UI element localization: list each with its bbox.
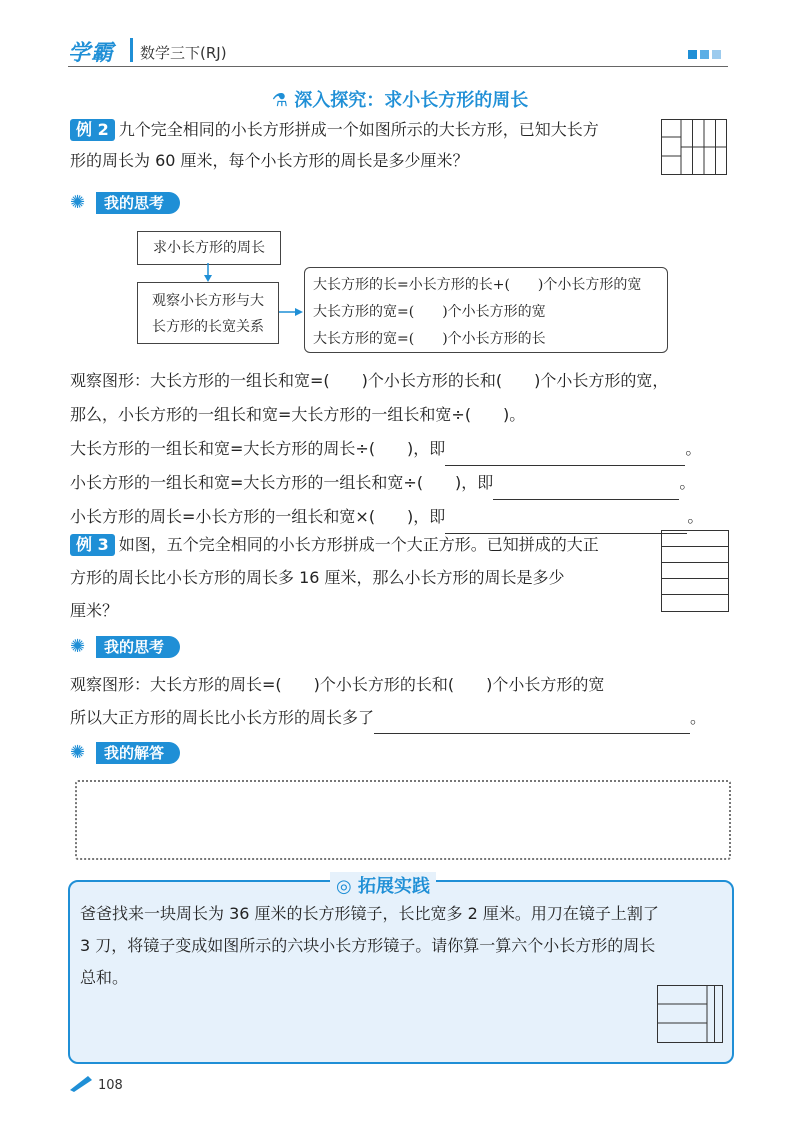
answer-blank[interactable] [445,447,685,466]
extension-title-text: 拓展实践 [358,876,430,897]
example-text: 如图，五个完全相同的小长方形拼成一个大正方形。已知拼成的大正 [118,535,599,554]
analysis-line: 小长方形的一组长和宽=大长方形的一组长和宽÷( )，即 [70,473,494,492]
lightbulb-icon: ✺ [70,636,86,657]
arrow-down-icon [200,263,216,283]
think-label: 我的思考 [96,192,180,214]
answer-blank[interactable] [374,715,690,734]
relation-line: 大长方形的长=小长方形的长+( )个小长方形的宽 [313,277,642,293]
section-title [0,86,800,112]
analysis-line: 观察图形：大长方形的一组长和宽=( )个小长方形的长和( )个小长方形的宽， [70,371,669,390]
think2-line: 所以大正方形的周长比小长方形的周长多了 [70,708,375,727]
analysis-line: 那么，小长方形的一组长和宽=大长方形的一组长和宽÷( )。 [70,405,526,424]
header-square [688,50,697,59]
period: 。 [690,708,707,727]
flow-box-text: 观察小长方形与大 [152,293,264,309]
period: 。 [685,439,702,458]
extension-title [330,872,436,898]
extension-line: 爸爸找来一块周长为 36 厘米的长方形镜子，长比宽多 2 厘米。用刀在镜子上割了 [80,904,659,923]
lightbulb-icon: ✺ [70,192,86,213]
think2-line: 观察图形：大长方形的周长=( )个小长方形的长和( )个小长方形的宽 [70,675,605,694]
analysis-line: 大长方形的一组长和宽=大长方形的周长÷( )，即 [70,439,446,458]
lightbulb-icon: ✺ [70,742,86,763]
nine-rectangles-figure [661,119,727,175]
extension-line: 3 刀，将镜子变成如图所示的六块小长方形镜子。请你算一算六个小长方形的周长 [80,936,656,955]
period: 。 [687,507,704,526]
five-rectangles-figure [661,530,729,612]
header-square [700,50,709,59]
example-2 [70,114,660,176]
example-text: 九个完全相同的小长方形拼成一个如图所示的大长方形，已知大长方 [118,120,599,139]
answer-blank[interactable] [493,481,679,500]
example-text: 方形的周长比小长方形的周长多 16 厘米，那么小长方形的周长是多少 [70,568,565,587]
logo-divider [130,38,133,62]
answer-area[interactable] [75,780,731,860]
example-text: 厘米？ [70,601,119,620]
six-rectangles-figure [657,985,723,1043]
arrow-right-icon [279,302,305,322]
relation-line: 大长方形的宽=( )个小长方形的宽 [313,304,546,320]
example-3 [70,528,660,627]
extension-line: 总和。 [80,968,129,987]
flow-box-text: 长方形的长宽关系 [152,319,264,335]
example-text: 形的周长为 60 厘米，每个小长方形的周长是多少厘米？ [70,151,469,170]
extension-text [80,898,728,994]
think-label: 我的思考 [96,636,180,658]
microscope-icon: ⚗ [271,90,288,111]
think2-block [70,668,740,734]
example-tag: 例 3 [70,534,115,556]
target-icon: ◎ [336,876,352,897]
period: 。 [679,473,696,492]
relation-line: 大长方形的宽=( )个小长方形的长 [313,331,546,347]
header-square [712,50,721,59]
section-title-text: 深入探究：求小长方形的周长 [294,90,529,111]
page-number: 108 [98,1078,123,1093]
header-rule [68,66,728,67]
pencil-icon [68,1074,94,1092]
analysis-block [70,364,740,534]
example-tag: 例 2 [70,119,115,141]
book-title: 数学三下(RJ) [140,44,227,62]
flow-box-observe [137,282,279,344]
flow-box-relations [304,267,668,353]
answer-label: 我的解答 [96,742,180,764]
logo: 学霸 [68,41,115,66]
analysis-line: 小长方形的周长=小长方形的一组长和宽×( )，即 [70,507,446,526]
flow-box-goal: 求小长方形的周长 [137,231,281,265]
